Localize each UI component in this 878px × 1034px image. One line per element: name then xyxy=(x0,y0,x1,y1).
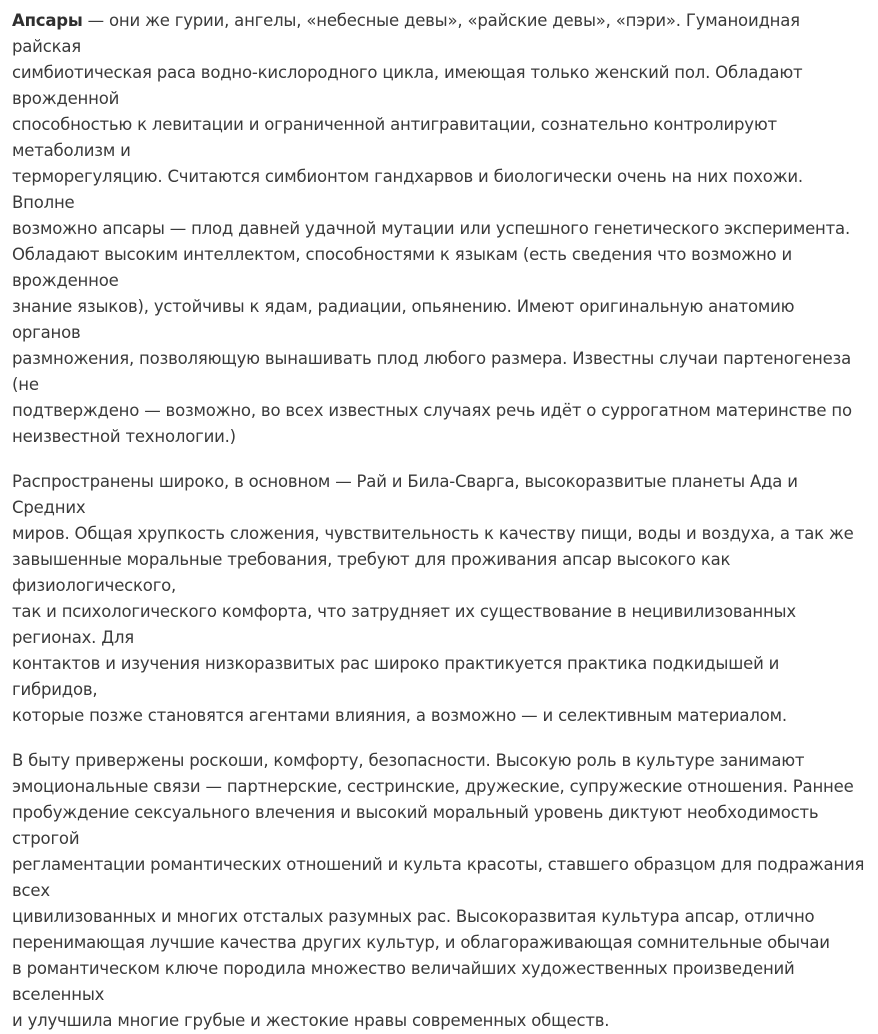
paragraph-line: перенимающая лучшие качества других культур, и облагораживающая сомнительные обычаи xyxy=(12,933,830,952)
paragraph-line: Обладают высоким интеллектом, способностями к языкам (есть сведения что возможно и врожденное xyxy=(12,245,793,290)
paragraph-line: миров. Общая хрупкость сложения, чувствительность к качеству пищи, воды и воздуха, а так же xyxy=(12,524,854,543)
paragraph-culture xyxy=(12,748,866,1034)
paragraph-line: Распространены широко, в основном — Рай и Била-Сварга, высокоразвитые планеты Ада и Средних xyxy=(12,472,798,517)
paragraph-line: возможно апсары — плод давней удачной мутации или успешного генетического эксперимента. xyxy=(12,219,850,238)
paragraph-line: цивилизованных и многих отсталых разумных рас. Высокоразвитая культура апсар, отлично xyxy=(12,907,815,926)
paragraph-line: пробуждение сексуального влечения и высокий моральный уровень диктуют необходимость строгой xyxy=(12,803,819,848)
article-term: Апсары xyxy=(12,11,83,30)
paragraph-line: в романтическом ключе породила множество величайших художественных произведений вселенных xyxy=(12,959,795,1004)
paragraph-line: которые позже становятся агентами влияния, а возможно — и селективным материалом. xyxy=(12,706,787,725)
paragraph-line: завышенные моральные требования, требуют для проживания апсар высокого как физиологического, xyxy=(12,550,731,595)
paragraph-line: способностью к левитации и ограниченной антигравитации, сознательно контролируют метаболизм и xyxy=(12,115,777,160)
paragraph-line: симбиотическая раса водно-кислородного цикла, имеющая только женский пол. Обладают врожденной xyxy=(12,63,803,108)
paragraph-line: так и психологического комфорта, что затрудняет их существование в нецивилизованных регионах. Для xyxy=(12,602,796,647)
paragraph-distribution xyxy=(12,469,866,729)
paragraph-line: и улучшила многие грубые и жестокие нравы современных обществ. xyxy=(12,1011,610,1030)
paragraph-line: неизвестной технологии.) xyxy=(12,427,236,446)
paragraph-line: контактов и изучения низкоразвитых рас широко практикуется практика подкидышей и гибридов, xyxy=(12,654,780,699)
paragraph-line: В быту привержены роскоши, комфорту, безопасности. Высокую роль в культуре занимают xyxy=(12,751,805,770)
paragraph-line: регламентации романтических отношений и культа красоты, ставшего образцом для подражания всех xyxy=(12,855,865,900)
paragraph-line: — они же гурии, ангелы, «небесные девы», «райские девы», «пэри». Гуманоидная райская xyxy=(12,11,800,56)
paragraph-line: терморегуляцию. Считаются симбионтом гандхарвов и биологически очень на них похожи. Вполне xyxy=(12,167,803,212)
paragraph-line: размножения, позволяющую вынашивать плод любого размера. Известны случаи партеногенеза (не xyxy=(12,349,852,394)
paragraph-line: знание языков), устойчивы к ядам, радиации, опьянению. Имеют оригинальную анатомию органов xyxy=(12,297,795,342)
paragraph-line: эмоциональные связи — партнерские, сестринские, дружеские, супружеские отношения. Раннее xyxy=(12,777,854,796)
paragraph-definition xyxy=(12,8,866,450)
paragraph-line: подтверждено — возможно, во всех известных случаях речь идёт о суррогатном материнстве по xyxy=(12,401,852,420)
